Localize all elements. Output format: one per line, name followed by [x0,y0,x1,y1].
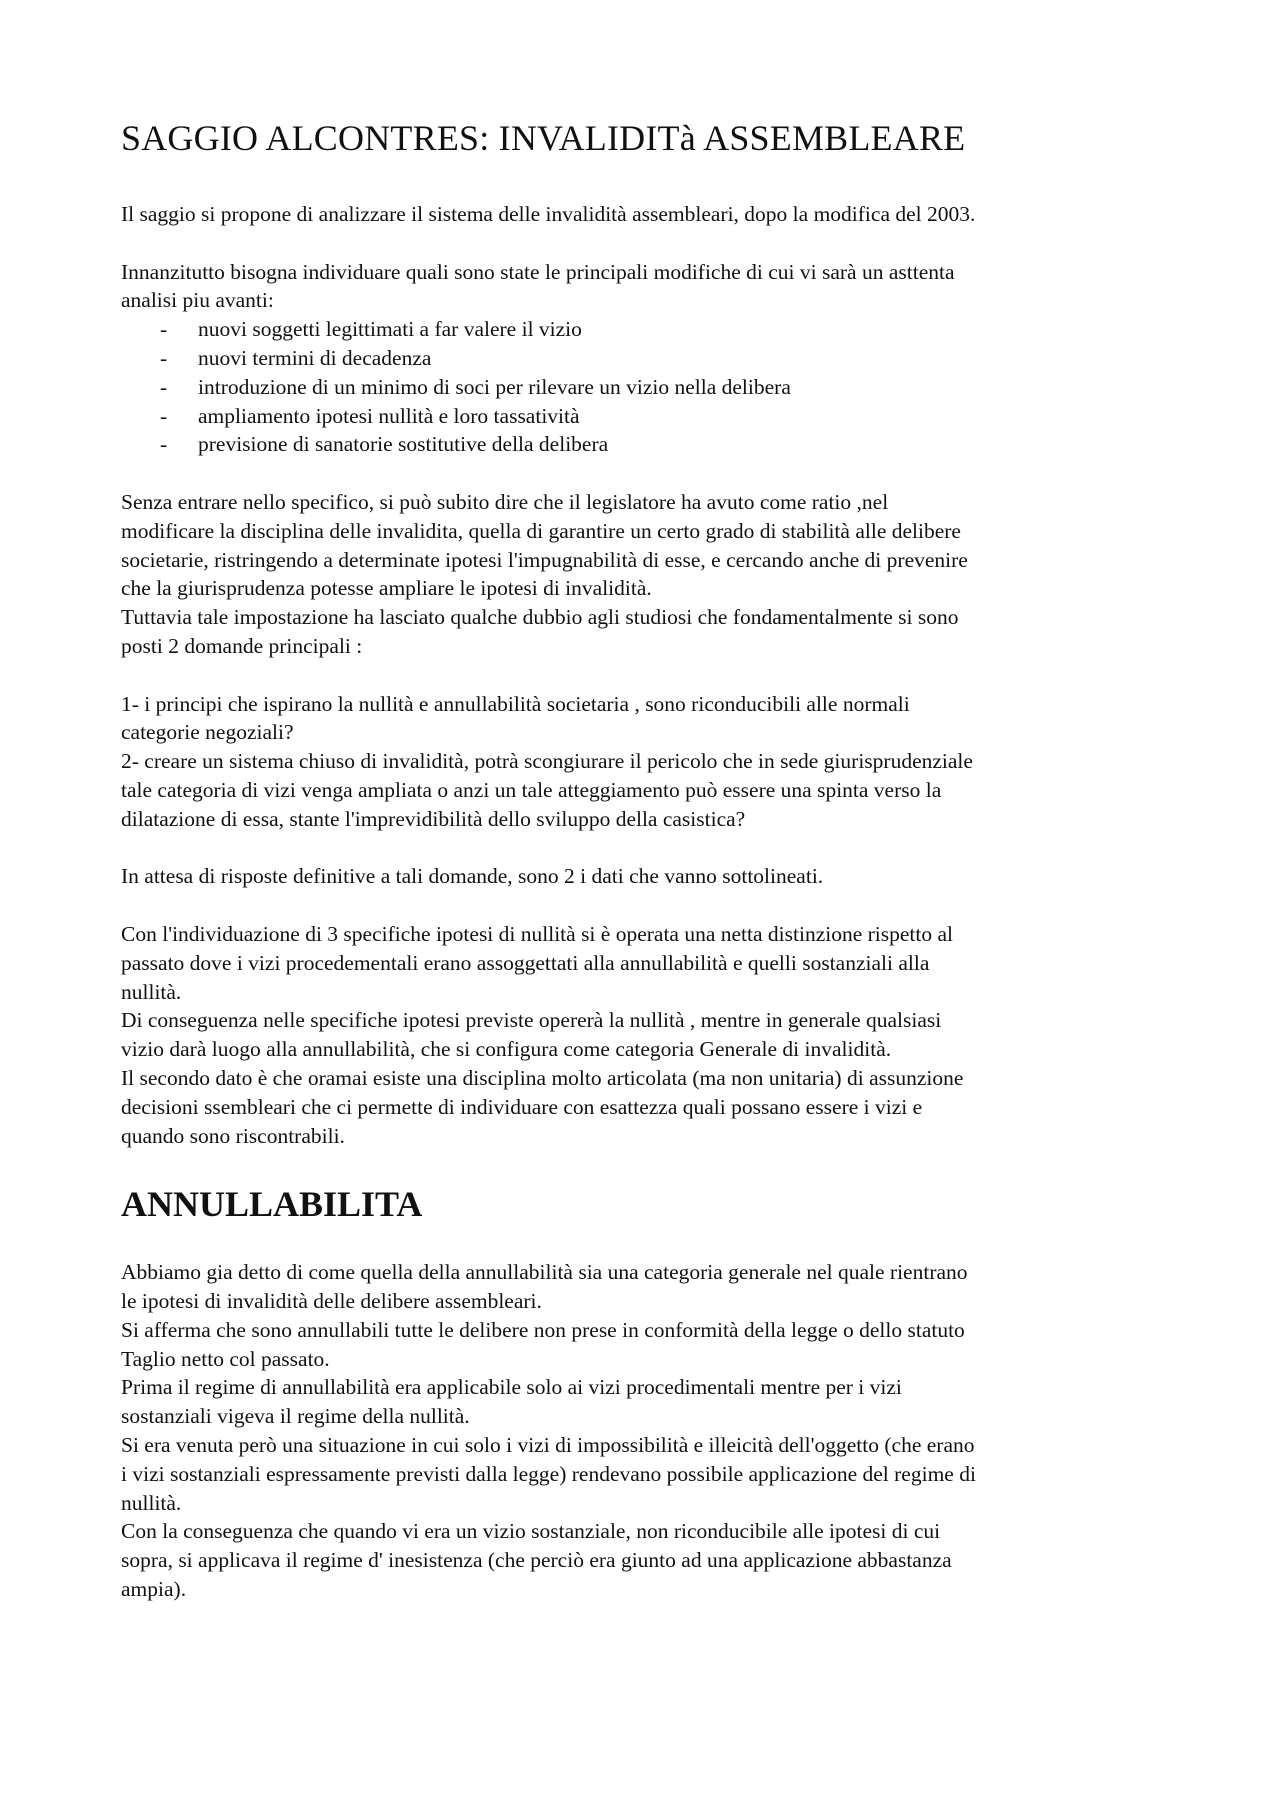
list-item-text: nuovi soggetti legittimati a far valere il vizio [198,317,582,342]
document-title: SAGGIO ALCONTRES: INVALIDITà ASSEMBLEARE [121,118,966,158]
text-line: Tuttavia tale impostazione ha lasciato qualche dubbio agli studiosi che fondamentalmente si sono [121,605,959,630]
text-line: Prima il regime di annullabilità era applicabile solo ai vizi procedimentali mentre per i vizi [121,1375,902,1400]
list-item [160,402,1181,431]
text-line: sostanziali vigeva il regime della nullità. [121,1404,470,1429]
text-line: ampia). [121,1577,187,1602]
text-line: sopra, si applicava il regime d' inesistenza (che perciò era giunto ad una applicazione abbastanza [121,1548,952,1573]
dati-paragraph [121,920,1181,1150]
list-item-text: nuovi termini di decadenza [198,345,432,370]
list-item-text: introduzione di un minimo di soci per rilevare un vizio nella delibera [198,374,791,399]
text-line: Innanzitutto bisogna individuare quali sono state le principali modifiche di cui vi sarà un asttenta [121,259,955,284]
text-line: posti 2 domande principali : [121,633,363,658]
list-item [160,430,1181,459]
paragraph-gap [121,459,1181,488]
text-line: che la giurisprudenza potesse ampliare le ipotesi di invalidità. [121,576,652,601]
text-line: vizio darà luogo alla annullabilità, che si configura come categoria Generale di invalidità. [121,1037,892,1062]
dash-marker: - [160,432,168,457]
text-line: categorie negoziali? [121,720,294,745]
modifiche-intro-paragraph [121,258,1181,316]
dash-marker: - [160,403,168,428]
text-line: Taglio netto col passato. [121,1346,330,1371]
text-line: Con la conseguenza che quando vi era un vizio sostanziale, non riconducibile alle ipotesi di cui [121,1519,941,1544]
list-item [160,344,1181,373]
modifiche-list [121,315,1181,459]
paragraph-gap [121,229,1181,258]
list-item-text: previsione di sanatorie sostitutive della delibera [198,432,609,457]
text-line: i vizi sostanziali espressamente previsti dalla legge) rendevano possibile applicazione del regime di [121,1461,976,1486]
text-line: 2- creare un sistema chiuso di invalidità, potrà scongiurare il pericolo che in sede giurisprudenziale [121,749,973,774]
paragraph-gap [121,834,1181,863]
section-heading: ANNULLABILITA [121,1184,423,1225]
dash-marker: - [160,374,168,399]
text-line: Abbiamo gia detto di come quella della annullabilità sia una categoria generale nel quale rientrano [121,1260,968,1285]
list-item-text: ampliamento ipotesi nullità e loro tassatività [198,403,580,428]
text-line: Si era venuta però una situazione in cui solo i vizi di impossibilità e illeicità dell'oggetto (che erano [121,1433,975,1458]
dash-marker: - [160,317,168,342]
text-line: le ipotesi di invalidità delle delibere assembleari. [121,1289,542,1314]
text-line: societarie, ristringendo a determinate ipotesi l'impugnabilità di esse, e cercando anche di prevenire [121,547,968,572]
text-line: dilatazione di essa, stante l'imprevidibilità dello sviluppo della casistica? [121,806,746,831]
domande-paragraph [121,690,1181,834]
annullabilita-paragraph [121,1258,1181,1604]
text-line: Il secondo dato è che oramai esiste una disciplina molto articolata (ma non unitaria) di assunzione [121,1065,964,1090]
document-page [121,118,1181,1604]
paragraph-gap [121,891,1181,920]
text-line: Si afferma che sono annullabili tutte le delibere non prese in conformità della legge o dello statuto [121,1317,965,1342]
text-line: modificare la disciplina delle invalidita, quella di garantire un certo grado di stabilità alle delibere [121,518,961,543]
attesa-paragraph: In attesa di risposte definitive a tali domande, sono 2 i dati che vanno sottolineati. [121,864,824,889]
list-item [160,315,1181,344]
dash-marker: - [160,345,168,370]
paragraph-gap [121,661,1181,690]
text-line: Con l'individuazione di 3 specifiche ipotesi di nullità si è operata una netta distinzione rispetto al [121,921,954,946]
list-item [160,373,1181,402]
text-line: analisi piu avanti: [121,288,274,313]
text-line: nullità. [121,1490,182,1515]
text-line: 1- i principi che ispirano la nullità e annullabilità societaria , sono riconducibili alle normali [121,691,910,716]
intro-paragraph: Il saggio si propone di analizzare il sistema delle invalidità assembleari, dopo la modifica del 2003. [121,202,976,226]
text-line: nullità. [121,979,182,1004]
text-line: Senza entrare nello specifico, si può subito dire che il legislatore ha avuto come ratio ,nel [121,489,889,514]
text-line: Di conseguenza nelle specifiche ipotesi previste opererà la nullità , mentre in generale qualsiasi [121,1008,942,1033]
text-line: quando sono riscontrabili. [121,1123,345,1148]
ratio-paragraph [121,488,1181,661]
text-line: passato dove i vizi procedementali erano assoggettati alla annullabilità e quelli sostanziali alla [121,950,930,975]
text-line: tale categoria di vizi venga ampliata o anzi un tale atteggiamento può essere una spinta verso la [121,777,942,802]
text-line: decisioni ssembleari che ci permette di individuare con esattezza quali possano essere i vizi e [121,1094,923,1119]
